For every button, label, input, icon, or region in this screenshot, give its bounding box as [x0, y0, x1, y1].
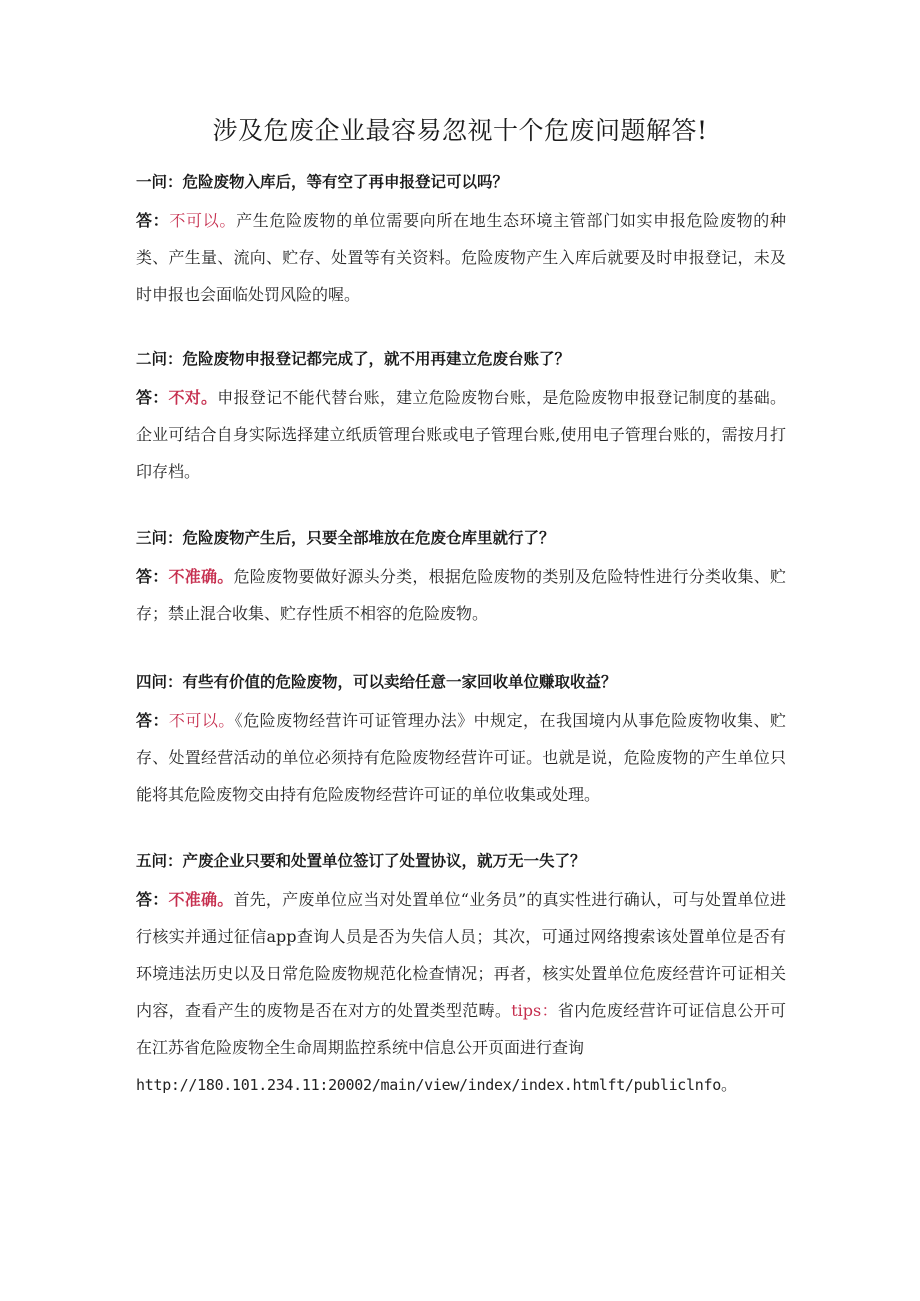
question-5: 五问：产废企业只要和处置单位签订了处置协议，就万无一失了？ — [136, 852, 586, 870]
tips-body: 省内危废经营许可证信息公开可在江苏省危险废物全生命周期监控系统中信息公开页面进行查询 — [136, 1001, 786, 1057]
answer-body-4: 《危险废物经营许可证管理办法》中规定，在我国境内从事危险废物收集、贮存、处置经营活动的单位必须持有危险废物经营许可证。也就是说，危险废物的产生单位只能将其危险废物交由持有危险废物经营许可证的单位收集或处理。 — [136, 711, 786, 804]
tips-label: tips： — [511, 1001, 558, 1020]
qa-item-5 — [136, 849, 786, 1104]
answer-label: 答： — [136, 711, 169, 730]
answer-1 — [136, 202, 786, 313]
answer-5 — [136, 881, 786, 1104]
answer-body-1: 产生危险废物的单位需要向所在地生态环境主管部门如实申报危险废物的种类、产生量、流向、贮存、处置等有关资料。危险废物产生入库后就要及时申报登记，未及时申报也会面临处罚风险的喔。 — [136, 211, 786, 304]
question-3: 三问：危险废物产生后，只要全部堆放在危废仓库里就行了？ — [136, 529, 555, 547]
verdict-4: 不可以。 — [168, 711, 235, 730]
answer-body-3: 危险废物要做好源头分类，根据危险废物的类别及危险特性进行分类收集、贮存；禁止混合收集、贮存性质不相容的危险废物。 — [136, 567, 786, 623]
qa-item-4 — [136, 670, 786, 813]
answer-label: 答： — [136, 211, 170, 230]
question-1: 一问：危险废物入库后，等有空了再申报登记可以吗？ — [136, 173, 509, 191]
qa-item-3 — [136, 526, 786, 632]
qa-item-2 — [136, 347, 786, 490]
question-4: 四问：有些有价值的危险废物，可以卖给任意一家回收单位赚取收益？ — [136, 673, 617, 691]
answer-3 — [136, 558, 786, 632]
answer-body-2: 申报登记不能代替台账，建立危险废物台账，是危险废物申报登记制度的基础。企业可结合自身实际选择建立纸质管理台账或电子管理台账,使用电子管理台账的，需按月打印存档。 — [136, 388, 786, 481]
answer-2 — [136, 379, 786, 490]
answer-body-5: 首先，产废单位应当对处置单位“业务员”的真实性进行确认，可与处置单位进行核实并通过征信app查询人员是否为失信人员；其次，可通过网络搜索该处置单位是否有环境违法历史以及日常危险废物规范化检查情况；再者，核实处置单位危废经营许可证相关内容，查看产生的废物是否在对方的处置类型范畴。 — [136, 890, 786, 1020]
qa-item-1 — [136, 170, 786, 313]
document-title: 涉及危废企业最容易忽视十个危废问题解答! — [212, 116, 708, 145]
verdict-3: 不准确。 — [168, 567, 234, 586]
answer-4 — [136, 702, 786, 813]
verdict-5: 不准确。 — [168, 890, 234, 909]
end-mark: 。 — [720, 1075, 737, 1094]
query-url-link[interactable]: http://180.101.234.11:20002/main/view/index/index.htmlft/publiclnfo — [136, 1076, 721, 1094]
answer-label: 答： — [136, 388, 169, 407]
answer-label: 答： — [136, 567, 169, 586]
question-2: 二问：危险废物申报登记都完成了，就不用再建立危废台账了？ — [136, 350, 571, 368]
verdict-2: 不对。 — [168, 388, 218, 407]
verdict-1: 不可以。 — [169, 211, 237, 230]
answer-label: 答： — [136, 890, 169, 909]
